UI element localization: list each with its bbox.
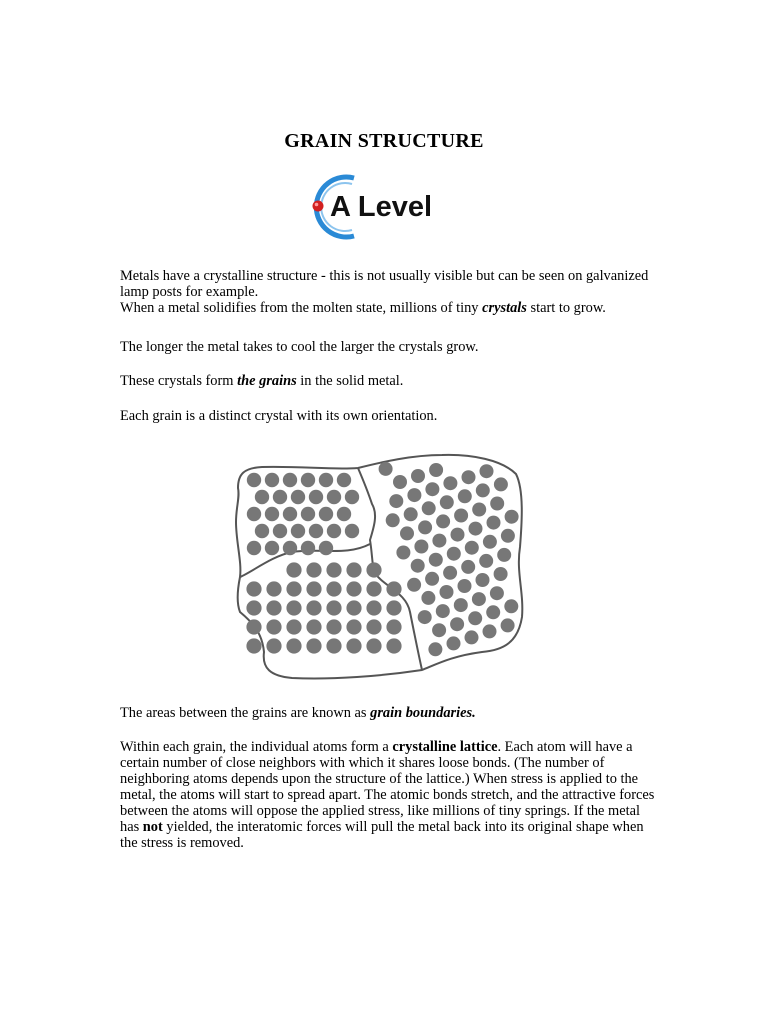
- atom: [326, 581, 341, 596]
- atom: [479, 554, 493, 568]
- atom: [458, 489, 472, 503]
- atom: [425, 572, 439, 586]
- atom: [472, 592, 486, 606]
- atom: [366, 581, 381, 596]
- paragraph-orientation: Each grain is a distinct crystal with its own orientation.: [120, 408, 438, 424]
- p3-after: in the solid metal.: [296, 373, 404, 389]
- p1-line2-before: When a metal solidifies from the molten state, millions of tiny: [120, 300, 483, 316]
- atom: [432, 534, 446, 548]
- atom: [246, 638, 261, 653]
- p6-text-3: yielded, the interatomic forces will pull the metal back into its original shape when the stress is removed.: [120, 819, 644, 851]
- atom: [469, 522, 483, 536]
- atom: [494, 477, 508, 491]
- atom: [501, 529, 515, 543]
- atom: [306, 619, 321, 634]
- atom: [309, 524, 323, 538]
- p1-line2-after: start to grow.: [526, 300, 606, 316]
- atom: [247, 507, 261, 521]
- p6-text-2: . Each atom will have a certain number of close neighbors with which it shares loose bonds. (The number of neighboring atoms depends upon the structure of the lattice.) When stress is applied to the metal, the atoms will start to spread apart. The atomic bonds stretch, and the attractive forces between the atoms will oppose the applied stress, like millions of tiny springs. If the metal has: [120, 739, 655, 835]
- atom: [306, 581, 321, 596]
- p6-crystalline-lattice-bold: crystalline lattice: [392, 739, 498, 755]
- atom: [504, 599, 518, 613]
- atom: [301, 507, 315, 521]
- atom: [486, 605, 500, 619]
- atom: [265, 507, 279, 521]
- atom: [366, 619, 381, 634]
- p3-grains-emphasis: the grains: [237, 373, 297, 389]
- atom: [429, 463, 443, 477]
- atom: [283, 473, 297, 487]
- atom: [283, 541, 297, 555]
- paragraph-grains: [120, 373, 660, 389]
- atom: [465, 630, 479, 644]
- atom: [447, 547, 461, 561]
- atom: [266, 600, 281, 615]
- atom: [327, 490, 341, 504]
- atom: [429, 553, 443, 567]
- atom: [404, 507, 418, 521]
- logo-text: A Level: [330, 191, 433, 223]
- atom: [425, 482, 439, 496]
- atom: [411, 469, 425, 483]
- atom: [326, 600, 341, 615]
- atom: [386, 513, 400, 527]
- atom: [494, 567, 508, 581]
- atom: [454, 509, 468, 523]
- atom: [421, 591, 435, 605]
- atom: [247, 541, 261, 555]
- atom: [418, 610, 432, 624]
- p6-text-1: Within each grain, the individual atoms form a: [120, 739, 393, 755]
- atom: [265, 473, 279, 487]
- atom: [246, 619, 261, 634]
- atom: [337, 473, 351, 487]
- atom: [246, 581, 261, 596]
- atom: [480, 464, 494, 478]
- atom: [265, 541, 279, 555]
- atom: [366, 638, 381, 653]
- atom: [286, 581, 301, 596]
- atom: [306, 638, 321, 653]
- atom: [476, 573, 490, 587]
- a-level-logo: [304, 170, 464, 240]
- atom: [468, 611, 482, 625]
- atom: [266, 619, 281, 634]
- atom: [432, 623, 446, 637]
- atom: [379, 462, 393, 476]
- atom: [487, 516, 501, 530]
- atom: [266, 638, 281, 653]
- atom: [319, 507, 333, 521]
- atom: [436, 514, 450, 528]
- atom: [301, 541, 315, 555]
- logo-red-dot: [313, 201, 324, 212]
- atom: [476, 483, 490, 497]
- atom: [462, 470, 476, 484]
- atom: [286, 638, 301, 653]
- atom: [286, 600, 301, 615]
- atom: [306, 600, 321, 615]
- atom: [440, 585, 454, 599]
- atom: [247, 473, 261, 487]
- atom: [407, 578, 421, 592]
- p1-line1: Metals have a crystalline structure - this is not usually visible but can be seen on galvanized lamp posts for example.: [120, 268, 649, 300]
- atom: [443, 476, 457, 490]
- atom: [326, 619, 341, 634]
- atom: [301, 473, 315, 487]
- atom: [461, 560, 475, 574]
- atom: [436, 604, 450, 618]
- atom: [273, 524, 287, 538]
- atom: [501, 618, 515, 632]
- p6-not-bold: not: [142, 819, 163, 835]
- atom: [346, 581, 361, 596]
- atom: [337, 507, 351, 521]
- atom: [286, 562, 301, 577]
- atom: [483, 624, 497, 638]
- atom: [319, 541, 333, 555]
- atom: [458, 579, 472, 593]
- atom: [505, 510, 519, 524]
- atom: [497, 548, 511, 562]
- atom: [411, 559, 425, 573]
- page-title: GRAIN STRUCTURE: [284, 130, 484, 152]
- atom: [393, 475, 407, 489]
- atom: [472, 503, 486, 517]
- atom: [306, 562, 321, 577]
- atom: [422, 501, 436, 515]
- atom: [428, 642, 442, 656]
- atom: [291, 490, 305, 504]
- atom: [407, 488, 421, 502]
- paragraph-cooling: The longer the metal takes to cool the larger the crystals grow.: [120, 339, 479, 355]
- atom: [414, 540, 428, 554]
- atom: [246, 600, 261, 615]
- atom: [447, 636, 461, 650]
- atom: [273, 490, 287, 504]
- paragraph-crystalline-structure: [120, 268, 660, 316]
- atom: [255, 490, 269, 504]
- atom: [346, 619, 361, 634]
- atom: [443, 566, 457, 580]
- p3-before: These crystals form: [120, 373, 238, 389]
- atom: [400, 526, 414, 540]
- atom: [346, 638, 361, 653]
- p5-grain-boundaries-emphasis: grain boundaries.: [370, 705, 476, 721]
- grain-structure-diagram: [232, 452, 532, 682]
- atom: [266, 581, 281, 596]
- atom: [386, 619, 401, 634]
- atom: [346, 600, 361, 615]
- atom: [490, 586, 504, 600]
- atom: [309, 490, 323, 504]
- atom: [450, 617, 464, 631]
- p1-crystals-emphasis: crystals: [482, 300, 527, 316]
- atom: [396, 546, 410, 560]
- p5-before: The areas between the grains are known as: [120, 705, 371, 721]
- atom: [454, 598, 468, 612]
- atom: [291, 524, 305, 538]
- atom: [386, 581, 401, 596]
- atom: [255, 524, 269, 538]
- atom: [346, 562, 361, 577]
- atom: [319, 473, 333, 487]
- paragraph-crystalline-lattice: [120, 739, 660, 851]
- atom: [490, 497, 504, 511]
- atom: [386, 600, 401, 615]
- atom: [483, 535, 497, 549]
- atom: [345, 524, 359, 538]
- atom: [286, 619, 301, 634]
- atom: [418, 520, 432, 534]
- atom: [326, 638, 341, 653]
- atom: [345, 490, 359, 504]
- atom: [440, 495, 454, 509]
- atom: [327, 524, 341, 538]
- atom: [366, 562, 381, 577]
- atom: [366, 600, 381, 615]
- atom: [283, 507, 297, 521]
- paragraph-grain-boundaries: [120, 705, 660, 721]
- atom: [465, 541, 479, 555]
- atom: [326, 562, 341, 577]
- atom: [389, 494, 403, 508]
- atom: [451, 528, 465, 542]
- atom: [386, 638, 401, 653]
